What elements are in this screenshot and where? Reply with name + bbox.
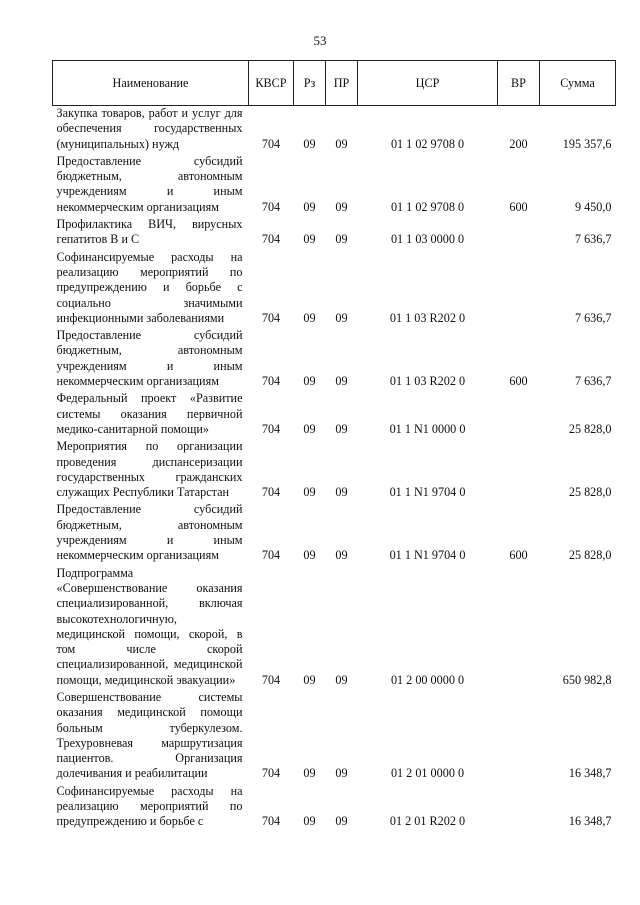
table-row [53,566,616,690]
row-sum: 7 636,7 [574,310,612,325]
row-sum: 650 982,8 [562,672,612,687]
row-kvsr: 704 [261,310,281,325]
row-csr: 01 1 02 9708 0 [390,136,465,151]
row-rz: 09 [303,136,316,151]
budget-table [52,60,616,832]
row-vr [498,784,540,832]
table-body [53,106,616,832]
row-kvsr: 704 [261,232,281,247]
table-row [53,154,616,217]
row-pr: 09 [335,232,348,247]
page-number: 53 [313,33,327,48]
row-kvsr: 704 [261,485,281,500]
row-vr [498,250,540,328]
row-sum: 7 636,7 [574,232,612,247]
row-kvsr: 704 [261,136,281,151]
row-sum: 16 348,7 [568,814,612,829]
row-rz: 09 [303,766,316,781]
row-vr: 600 [509,548,528,563]
row-name: Федеральный проект «Развитие системы оказания первичной медико-санитарной помощи» [56,391,243,436]
row-vr: 600 [509,374,528,389]
row-kvsr: 704 [261,199,281,214]
row-pr: 09 [335,374,348,389]
row-rz: 09 [303,232,316,247]
row-kvsr: 704 [261,672,281,687]
table-row [53,106,616,154]
row-name: Софинансируемые расходы на реализацию мероприятий по предупреждению и борьбе с социально значимыми инфекционными заболеваниями [56,249,243,325]
table-row [53,690,616,784]
table-row [53,328,616,391]
header-sum: Сумма [540,61,616,106]
header-pr: ПР [326,61,358,106]
row-name: Предоставление субсидий бюджетным, автономным учреждениям и иным некоммерческим организациям [56,153,243,214]
row-pr: 09 [335,766,348,781]
row-name: Закупка товаров, работ и услуг для обеспечения государственных (муниципальных) нужд [56,106,243,151]
row-csr: 01 1 03 0000 0 [390,232,465,247]
row-rz: 09 [303,672,316,687]
row-name: Профилактика ВИЧ, вирусных гепатитов В и С [56,217,243,247]
table-row [53,502,616,565]
row-vr [498,566,540,690]
row-vr [498,439,540,502]
header-vr: ВР [498,61,540,106]
row-kvsr: 704 [261,766,281,781]
header-name: Наименование [53,61,249,106]
row-kvsr: 704 [261,814,281,829]
row-rz: 09 [303,421,316,436]
row-rz: 09 [303,310,316,325]
header-rz: Рз [294,61,326,106]
header-row [53,61,616,106]
row-kvsr: 704 [261,374,281,389]
row-csr: 01 1 N1 9704 0 [389,548,466,563]
row-pr: 09 [335,421,348,436]
table-header [53,61,616,106]
table-row [53,439,616,502]
row-kvsr: 704 [261,421,281,436]
row-sum: 25 828,0 [568,485,612,500]
row-pr: 09 [335,548,348,563]
row-name: Предоставление субсидий бюджетным, автономным учреждениям и иным некоммерческим организациям [56,328,243,389]
row-name: Совершенствование системы оказания медицинской помощи больным туберкулезом. Трехуровневая маршрутизация пациентов. Организация долечивания и реабилитации [56,689,243,781]
row-rz: 09 [303,199,316,214]
row-sum: 25 828,0 [568,548,612,563]
row-pr: 09 [335,310,348,325]
row-kvsr: 704 [261,548,281,563]
row-vr: 200 [509,136,528,151]
row-rz: 09 [303,485,316,500]
table-row [53,217,616,250]
table-row [53,784,616,832]
row-vr [498,217,540,250]
row-sum: 9 450,0 [574,199,612,214]
row-pr: 09 [335,672,348,687]
row-csr: 01 1 03 R202 0 [389,374,466,389]
row-sum: 16 348,7 [568,766,612,781]
table-row [53,250,616,328]
row-pr: 09 [335,136,348,151]
row-csr: 01 2 01 R202 0 [389,814,466,829]
row-name: Подпрограмма «Совершенствование оказания специализированной, включая высокотехнологичную, медицинской помощи, скорой, в том числе скорой специализированной, медицинской помощи, медицинской эвакуации» [56,565,243,687]
row-vr: 600 [509,199,528,214]
row-rz: 09 [303,374,316,389]
row-sum: 7 636,7 [574,374,612,389]
row-csr: 01 1 02 9708 0 [390,199,465,214]
row-sum: 195 357,6 [562,136,612,151]
row-csr: 01 1 03 R202 0 [389,310,466,325]
row-pr: 09 [335,485,348,500]
row-csr: 01 1 N1 0000 0 [389,421,466,436]
row-name: Мероприятия по организации проведения диспансеризации государственных гражданских служащих Республики Татарстан [56,439,243,500]
header-kvsr: КВСР [249,61,294,106]
table-row [53,391,616,439]
row-rz: 09 [303,548,316,563]
row-csr: 01 1 N1 9704 0 [389,485,466,500]
row-pr: 09 [335,814,348,829]
row-name: Софинансируемые расходы на реализацию мероприятий по предупреждению и борьбе с [56,783,243,829]
row-name: Предоставление субсидий бюджетным, автономным учреждениям и иным некоммерческим организациям [56,502,243,563]
row-pr: 09 [335,199,348,214]
row-csr: 01 2 00 0000 0 [390,672,465,687]
row-sum: 25 828,0 [568,421,612,436]
header-csr: ЦСР [358,61,498,106]
row-csr: 01 2 01 0000 0 [390,766,465,781]
row-vr [498,391,540,439]
row-rz: 09 [303,814,316,829]
row-vr [498,690,540,784]
